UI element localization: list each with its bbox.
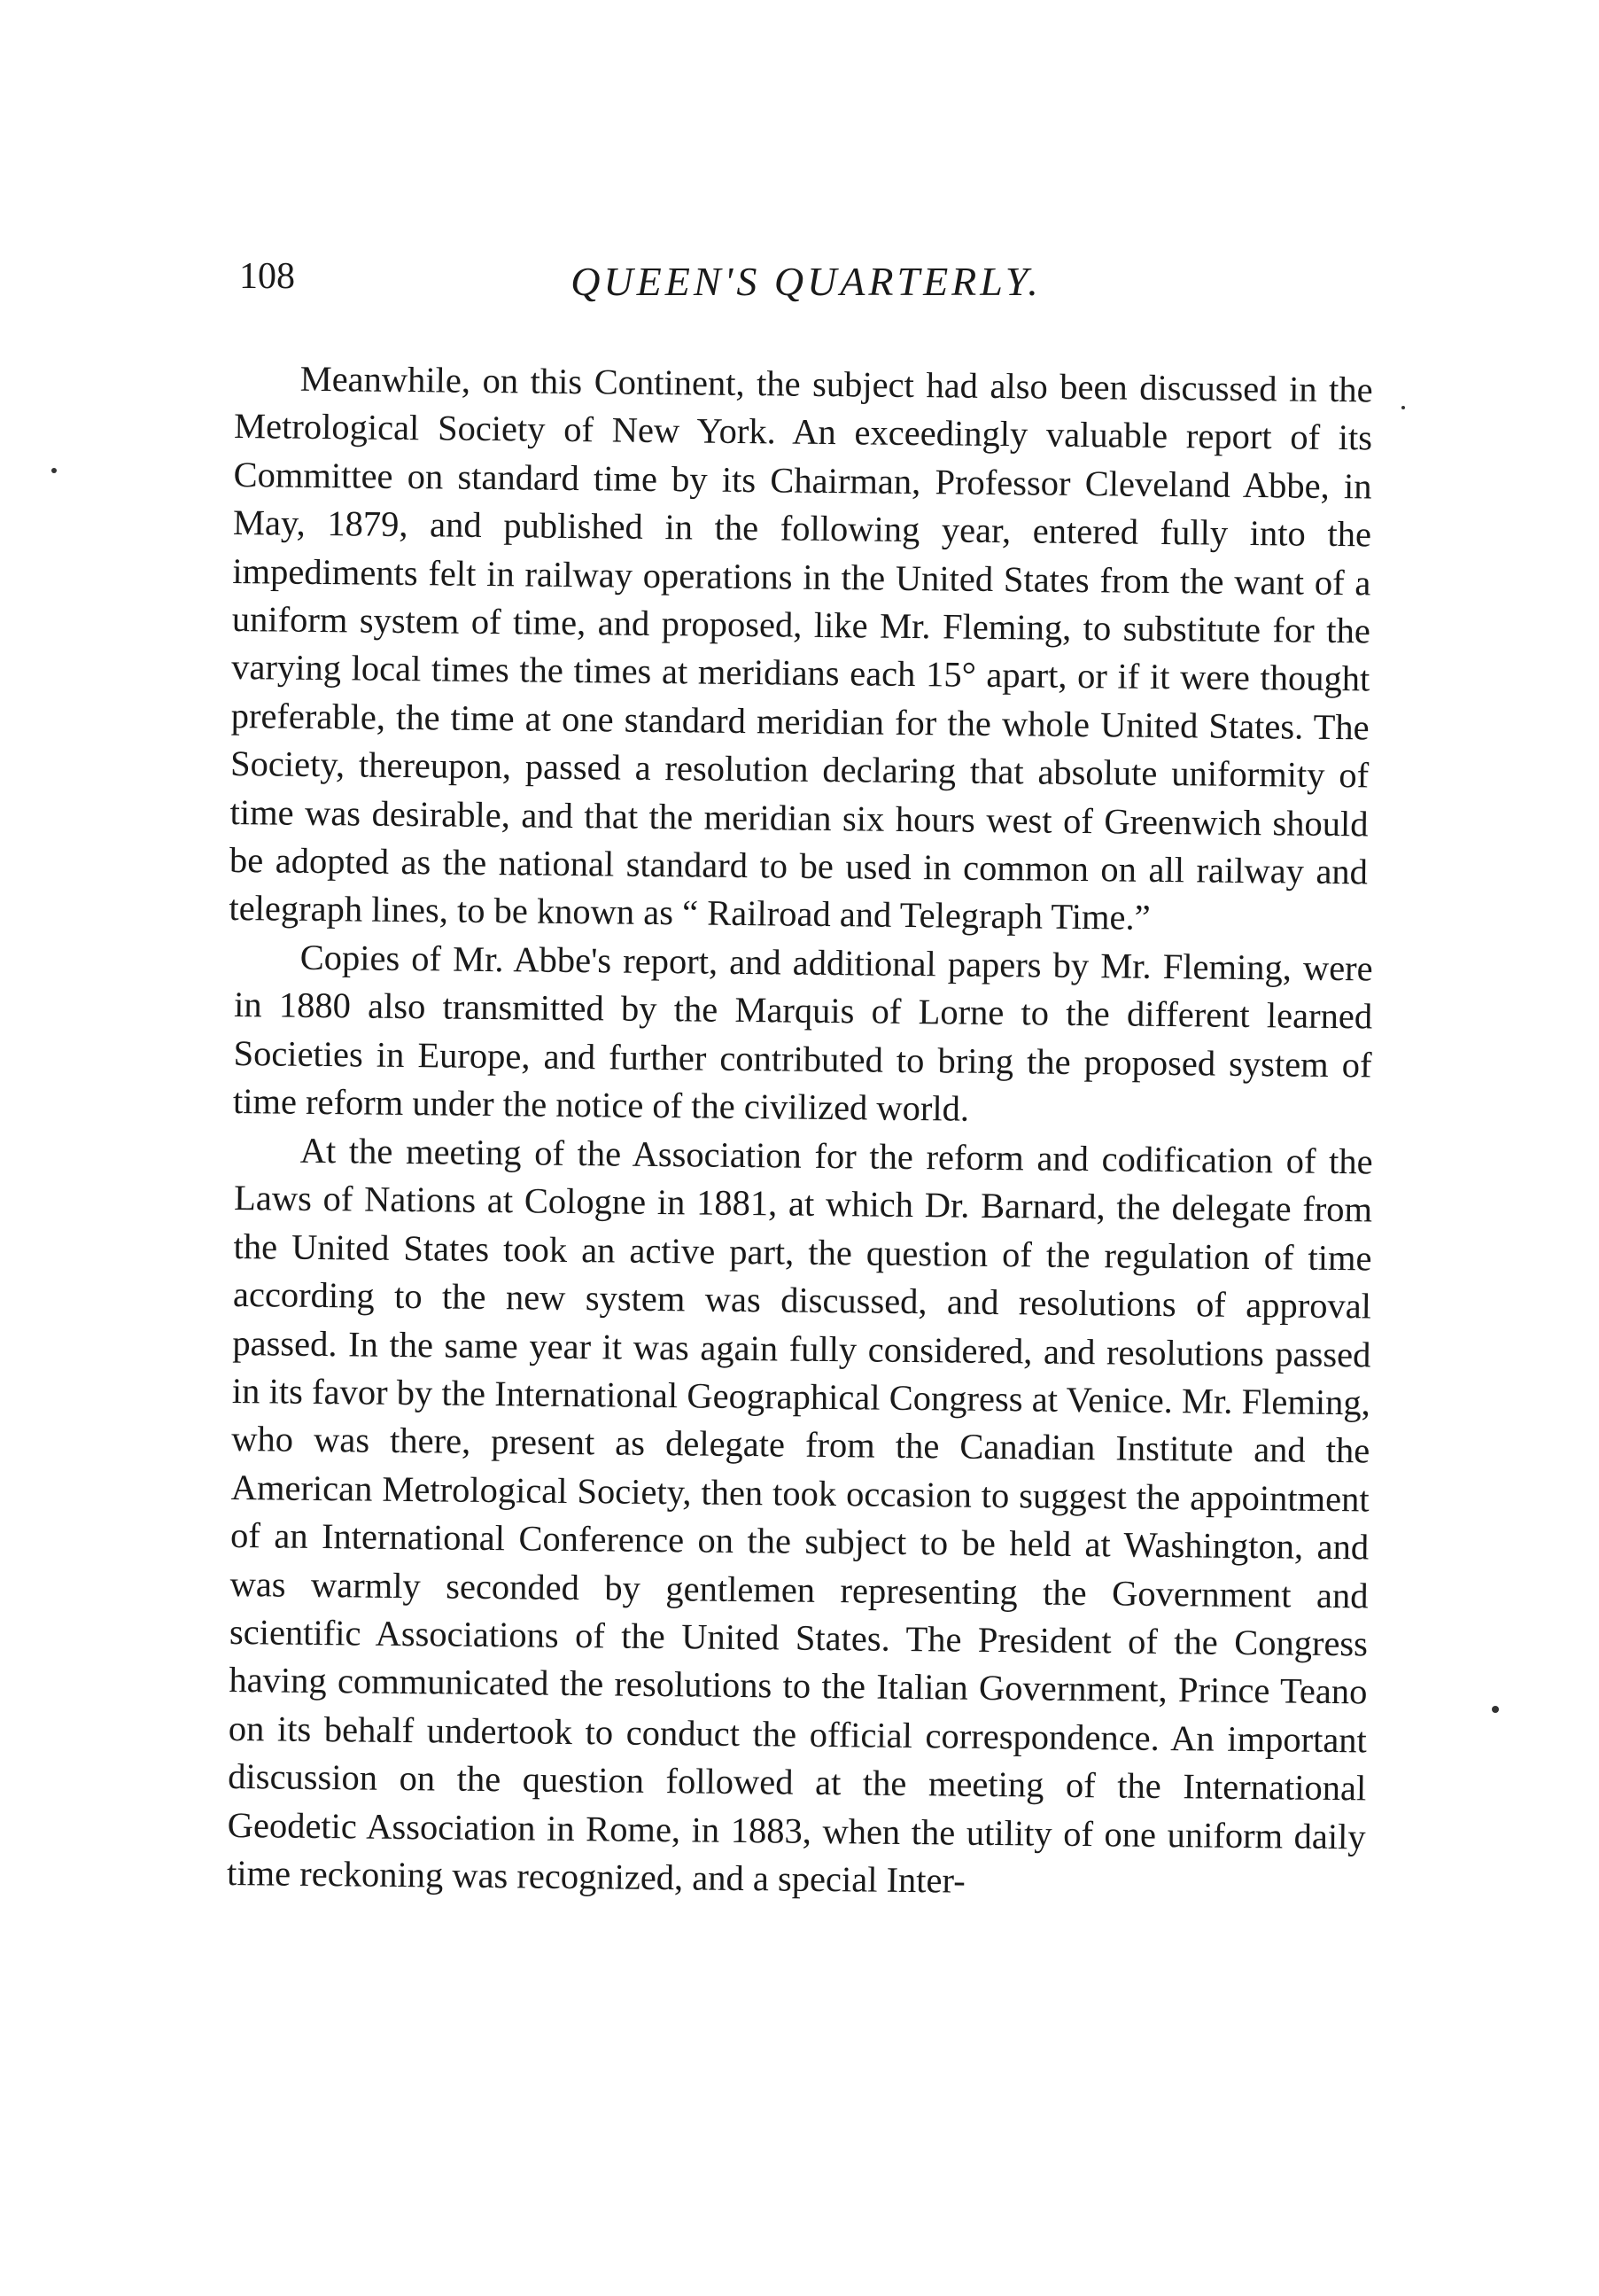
print-speck — [1492, 1706, 1499, 1713]
page-number: 108 — [239, 256, 295, 297]
running-head — [239, 250, 1373, 321]
paragraph-standard-time-report: Meanwhile, on this Continent, the subject had also been discussed in the Metrological Society of New York. An exceedingly valuable report of its Committee on standard time by its Chairman, Professor Cleveland Abbe, in May, 1879, and published in the following year, entered fully into the impediments felt in railway operations in the United States from the want of a uniform system of time, and proposed, like Mr. Fleming, to substitute for the varying local times the times at meridians each 15° apart, or if it were thought preferable, the time at one standard meridian for the whole United States. The Society, thereupon, passed a resolution declaring that absolute uniformity of time was desirable, and that the meridian six hours west of Greenwich should be adopted as the national standard to be used in common on all railway and telegraph lines, to be known as “ Railroad and Telegraph Time.” — [229, 358, 1373, 938]
running-title: QUEEN'S QUARTERLY. — [571, 259, 1042, 304]
paragraph-abbe-report-copies: Copies of Mr. Abbe's report, and additional papers by Mr. Fleming, were in 1880 also transmitted by the Marquis of Lorne to the different learned Societies in Europe, and further contributed to bring the proposed system of time reform under the notice of the civilized world. — [232, 937, 1373, 1129]
paragraph-cologne-meeting: At the meeting of the Association for the reform and codification of the Laws of Nations at Cologne in 1881, at which Dr. Barnard, the delegate from the United States took an active part, the question of the regulation of time according to the new system was discussed, and resolutions of approval passed. In the same year it was again fully considered, and resolutions passed in its favor by the International Geographical Congress at Venice. Mr. Fleming, who was there, present as delegate from the Canadian Institute and the American Metrological Society, then took occasion to suggest the appointment of an International Conference on the subject to be held at Washington, and was warmly seconded by gentlemen representing the Government and scientific Associations of the United States. The President of the Congress having communicated the resolutions to the Italian Government, Prince Teano on its behalf undertook to conduct the official correspondence. An important discussion on the question followed at the meeting of the International Geodetic Association in Rome, in 1883, when the utility of one uniform daily time reckoning was recognized, and a special Inter- — [226, 1130, 1373, 1901]
body-text — [226, 354, 1373, 1901]
print-speck — [1401, 406, 1405, 409]
print-speck — [51, 468, 57, 473]
